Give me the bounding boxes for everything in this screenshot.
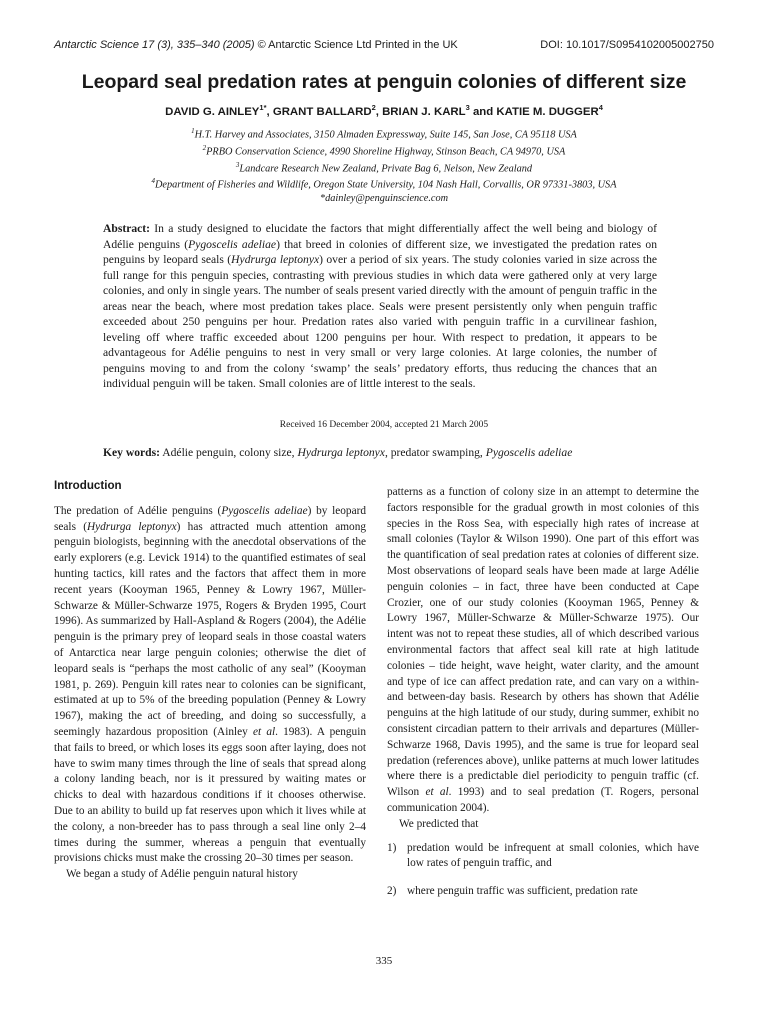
- abstract: Abstract: In a study designed to elucidate the factors that might differentially affect the well being and biology of Adélie penguins (Pygoscelis adeliae) that breed in colonies of different size, we investigated the predation rates on penguins by leopard seals (Hydrurga leptonyx) over a period of six years. The study colonies varied in size across the full range for this penguin species, contrasting with previous studies in which data were gathered only at very large colonies, and only in single years. The number of seals present varied directly with the amount of penguin traffic in the areas near the beach, where most predation takes place. Seals were present persistently only when penguin traffic exceeded about 250 penguins per hour. Predation rates also varied with penguin traffic in a curvilinear fashion, leveling off where traffic exceeded about 1200 penguins per hour. With respect to predation, it appears to be advantageous for Adélie penguins to nest in very small or very large colonies. At large colonies, the number of penguins moving to and from the colony ‘swamp’ the seals’ predatory efforts, thus reducing the chances that an individual penguin will be taken. Small colonies are of little interest to the seals.: [103, 222, 658, 390]
- keywords-label: Key words:: [103, 446, 160, 459]
- author-list: DAVID G. $AINLEY^{1*}$, GRANT BALLARD$^2$, BRIAN J. KARL$^3$ and KATIE M. DUGGER$^4$: [165, 103, 603, 118]
- author-name: DAVID G. AINLEY: [165, 105, 260, 118]
- author-mark: 2: [371, 103, 376, 112]
- affiliation-line: $^1$H.T. Harvey and Associates, 3150 Almaden Expressway, Suite 145, San Jose, CA 95118 USA: [191, 127, 577, 141]
- body-paragraph: The predation of Adélie penguins (Pygoscelis adeliae) by leopard seals (Hydrurga leptonyx) has attracted much attention among penguin biologists, beginning with the anecdotal observations of the early explorers (e.g. Levick 1914) to the quantified estimates of seal hunting tactics, kill rates and the factors that affect them in more recent years (Kooyman 1965, Penney & Lowry 1967, Müller-Schwarze & Müller-Schwarze 1975, Rogers & Bryden 1995, Court 1996). As summarized by Hall-Aspland & Rogers (2004), the Adélie penguin is the primary prey of leopard seals in those coastal waters of Antarctica near large penguin colonies; otherwise the diet of leopard seals is “perhaps the most catholic of any seal” (Kooyman 1981, p. 269). Penguin kill rates near to colonies can be significant, estimated at up to 5% of the breeding population (Penney & Lowry 1967), making the act of breeding, and doing so successfully, a seemingly hazardous proposition (Ainley et al. 1983). A penguin that fails to breed, or which loses its eggs soon after laying, does not have to swim many times through the line of seals that spread along a colony landing beach, nor is it pressured by waiting mates or chicks to deal with hazardous conditions if it chooses otherwise. Due to an ability to build up fat reserves upon which it lives while at the colony, a non-breeder has to pass through a seal line only 2–4 times during the summer, whereas a penguin that eventually provisions chicks must make the crossing 20–30 times per season.: [54, 504, 367, 865]
- abstract-label: Abstract:: [103, 222, 151, 235]
- body-paragraph: We predicted that: [399, 817, 479, 830]
- author-name: KATIE M. DUGGER: [496, 105, 599, 118]
- affiliations: [40, 125, 728, 206]
- body-paragraph: We began a study of Adélie penguin natural history: [66, 868, 298, 881]
- contact-email: *dainley@penguinscience.com: [319, 193, 449, 205]
- affiliation-line: $^3$Landcare Research New Zealand, Private Bag 6, Nelson, New Zealand: [235, 160, 533, 175]
- article-title: Leopard seal predation rates at penguin colonies of different size: [81, 71, 687, 93]
- affiliation-line: $^4$Department of Fisheries and Wildlife, Oregon State University, 104 Nash Hall, Corvallis, OR 97331-3803, USA: [151, 177, 617, 191]
- author-mark: 3: [465, 103, 470, 112]
- author-name: GRANT BALLARD: [272, 105, 372, 118]
- affiliation-line: $^2$PRBO Conservation Science, 4990 Shoreline Highway, Stinson Beach, CA 94970, USA: [202, 143, 566, 158]
- journal-citation: Antarctic Science 17 (3), 335–340 (2005) © Antarctic Science Ltd Printed in the UK: [54, 39, 458, 51]
- body-paragraph: patterns as a function of colony size in an attempt to determine the factors responsible for the gradual growth in most colonies of this species in the Ross Sea, with especially high rates of increase at small colonies (Taylor & Wilson 1990). One part of this effort was the quantification of seal predation rates at colonies of different size. Most observations of leopard seals have been made at large Adélie penguin colonies – in fact, three have been conducted at Cape Crozier, one of our study colonies (Kooyman 1965, Penney & Lowry 1967, Müller-Schwarze & Müller-Schwarze 1975). Our intent was not to repeat these studies, all of which described various environmental factors that affect seal kill rate at high latitude colonies – tide height, wave height, water clarity, and the amount and type of ice can affect predation rate, and can vary on a within- and between-day basis. Research by others has shown that Adélie penguins at the high latitude of our study, during summer, exhibit no consistent circadian pattern to their arrivals and departures (Müller-Schwarze 1968, Davis 1995), and the same is true for leopard seal predation (references above), unlike patterns at much lower latitudes where there is a predictable diel periodicity to penguin traffic (cf. Wilson et al. 1993) and to seal predation (T. Rogers, personal communication 2004).: [387, 486, 699, 814]
- doi: DOI: 10.1017/S0954102005002750: [540, 39, 714, 51]
- left-column: [54, 478, 366, 883]
- right-column: [387, 485, 699, 900]
- keywords: Key words: Adélie penguin, colony size, Hydrurga leptonyx, predator swamping, Pygoscelis adeliae: [103, 446, 573, 459]
- section-heading-introduction: Introduction: [54, 479, 122, 492]
- author-mark: 1*: [259, 103, 267, 112]
- page-number: 335: [375, 955, 393, 967]
- received-dates: Received 16 December 2004, accepted 21 March 2005: [279, 420, 489, 430]
- list-item: 2) where penguin traffic was sufficient, predation rate: [387, 885, 638, 898]
- list-item: 1) predation would be infrequent at small colonies, which have low rates of penguin traffic, and: [387, 841, 699, 870]
- author-mark: 4: [598, 103, 603, 112]
- author-name: BRIAN J. KARL: [382, 105, 466, 118]
- running-head: [54, 39, 714, 51]
